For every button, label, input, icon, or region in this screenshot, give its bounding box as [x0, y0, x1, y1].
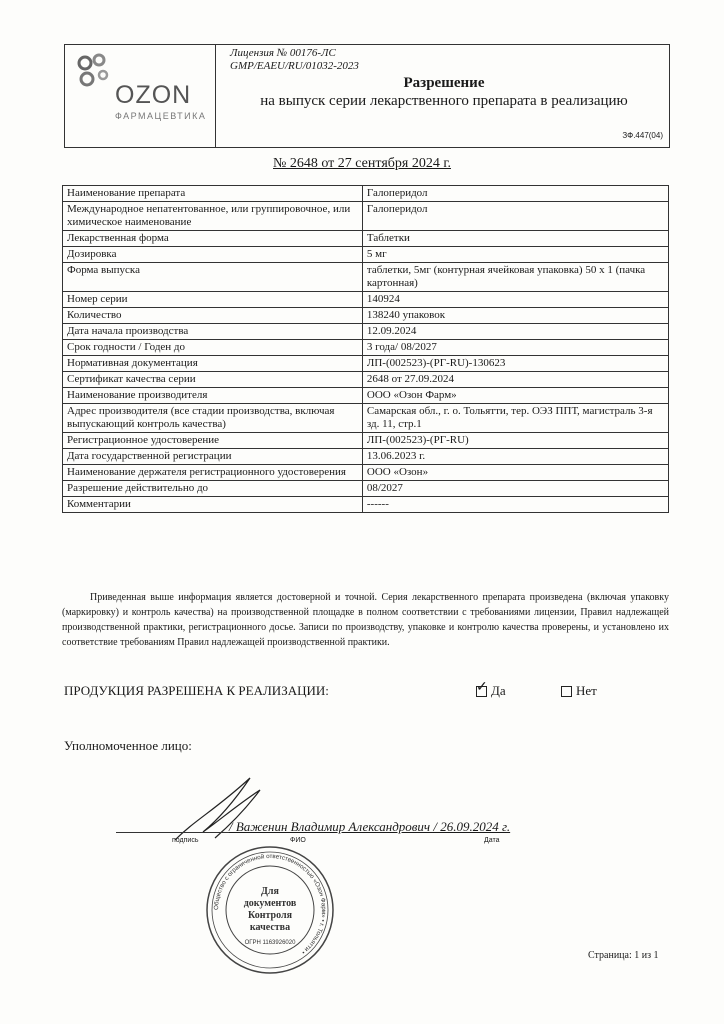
table-row [63, 356, 669, 372]
row-label: Дозировка [63, 247, 363, 263]
row-value: ООО «Озон Фарм» [362, 388, 668, 404]
row-value: Таблетки [362, 231, 668, 247]
row-value: Галоперидол [362, 202, 668, 231]
table-row [63, 404, 669, 433]
document-subtitle: на выпуск серии лекарственного препарата в реализацию [260, 93, 628, 109]
license-number: Лицензия № 00176-ЛС [230, 47, 336, 59]
check-mark-icon: ✓ [476, 679, 488, 695]
stamp-line-1: Для [261, 886, 279, 897]
logo-cell [65, 45, 216, 147]
row-label: Сертификат качества серии [63, 372, 363, 388]
option-no[interactable] [561, 683, 597, 699]
row-value: ООО «Озон» [362, 465, 668, 481]
form-code: ЗФ.447(04) [622, 131, 663, 140]
yes-label: Да [491, 683, 506, 698]
row-label: Лекарственная форма [63, 231, 363, 247]
row-value: ЛП-(002523)-(РГ-RU)-130623 [362, 356, 668, 372]
table-row [63, 433, 669, 449]
table-row [63, 308, 669, 324]
row-label: Наименование производителя [63, 388, 363, 404]
statement-paragraph: Приведенная выше информация является достоверной и точной. Серия лекарственного препарата произведена (включая упаковку (маркировку) и контроль качества) на производственной площадке в полном соответствии с требованиями лицензии, Правил надлежащей производственной практики, регистрационного досье. Записи по производству, упаковке и контролю качества проверены, и установлено их соответствие требованиям Правил надлежащей производственной практики. [62, 592, 669, 648]
signatory-text: / Важенин Владимир Александрович / 26.09.2024 г. [229, 819, 511, 834]
no-label: Нет [576, 683, 597, 698]
row-value: Галоперидол [362, 186, 668, 202]
product-table [62, 185, 669, 513]
document-number [0, 156, 724, 172]
license-info [230, 47, 359, 73]
row-value: 3 года/ 08/2027 [362, 340, 668, 356]
document-title: Разрешение [403, 75, 485, 91]
row-value: 2648 от 27.09.2024 [362, 372, 668, 388]
decision-label: ПРОДУКЦИЯ РАЗРЕШЕНА К РЕАЛИЗАЦИИ: [64, 683, 329, 698]
stamp-line-4: качества [249, 922, 291, 933]
table-row [63, 292, 669, 308]
table-row [63, 202, 669, 231]
row-value: 138240 упаковок [362, 308, 668, 324]
row-label: Количество [63, 308, 363, 324]
stamp-ring-text: Общество с ограниченной ответственностью «Озон Фарм» • г. Тольятти • [212, 852, 328, 956]
table-row [63, 481, 669, 497]
row-label: Комментарии [63, 497, 363, 513]
table-row [63, 497, 669, 513]
document-header [64, 44, 670, 148]
quality-control-stamp [204, 844, 336, 976]
option-yes[interactable] [476, 679, 506, 699]
row-value: 12.09.2024 [362, 324, 668, 340]
table-row [63, 324, 669, 340]
row-value: Самарская обл., г. о. Тольятти, тер. ОЭЗ ППТ, магистраль 3-я зд. 11, стр.1 [362, 404, 668, 433]
row-label: Адрес производителя (все стадии производства, включая выпускающий контроль качества) [63, 404, 363, 433]
row-value: 08/2027 [362, 481, 668, 497]
row-value: ЛП-(002523)-(РГ-RU) [362, 433, 668, 449]
row-value: 140924 [362, 292, 668, 308]
row-value: 5 мг [362, 247, 668, 263]
row-label: Международное непатентованное, или группировочное, или химическое наименование [63, 202, 363, 231]
row-value: таблетки, 5мг (контурная ячейковая упаковка) 50 х 1 (пачка картонная) [362, 263, 668, 292]
caption-sign: подпись [172, 837, 199, 844]
row-label: Дата начала производства [63, 324, 363, 340]
brand-name: OZON [115, 81, 192, 109]
ozon-logo-icon [77, 51, 117, 111]
yes-checkbox[interactable] [476, 679, 488, 697]
row-label: Разрешение действительно до [63, 481, 363, 497]
table-row [63, 465, 669, 481]
stamp-line-3: Контроля [248, 910, 292, 921]
brand-subtitle: ФАРМАЦЕВТИКА [115, 111, 207, 121]
row-label: Регистрационное удостоверение [63, 433, 363, 449]
page-number: Страница: 1 из 1 [588, 950, 659, 961]
caption-name: ФИО [290, 837, 306, 844]
row-label: Срок годности / Годен до [63, 340, 363, 356]
table-row [63, 388, 669, 404]
table-row [63, 186, 669, 202]
no-checkbox[interactable] [561, 686, 572, 697]
stamp-line-2: документов [243, 898, 297, 909]
table-row [63, 247, 669, 263]
table-row [63, 449, 669, 465]
table-row [63, 340, 669, 356]
row-value: ------ [362, 497, 668, 513]
table-row [63, 263, 669, 292]
row-label: Номер серии [63, 292, 363, 308]
row-value: 13.06.2023 г. [362, 449, 668, 465]
caption-date: Дата [484, 837, 500, 844]
row-label: Нормативная документация [63, 356, 363, 372]
signature-line [116, 832, 229, 833]
signatory [229, 819, 510, 835]
row-label: Дата государственной регистрации [63, 449, 363, 465]
authorized-person-label: Уполномоченное лицо: [64, 738, 192, 753]
row-label: Наименование препарата [63, 186, 363, 202]
table-row [63, 231, 669, 247]
stamp-ogrn: ОГРН 1163926020 [244, 940, 296, 946]
table-row [63, 372, 669, 388]
row-label: Форма выпуска [63, 263, 363, 292]
gmp-number: GMP/EAEU/RU/01032-2023 [230, 60, 359, 72]
row-label: Наименование держателя регистрационного удостоверения [63, 465, 363, 481]
document-number-text: № 2648 от 27 сентября 2024 г. [273, 156, 451, 171]
